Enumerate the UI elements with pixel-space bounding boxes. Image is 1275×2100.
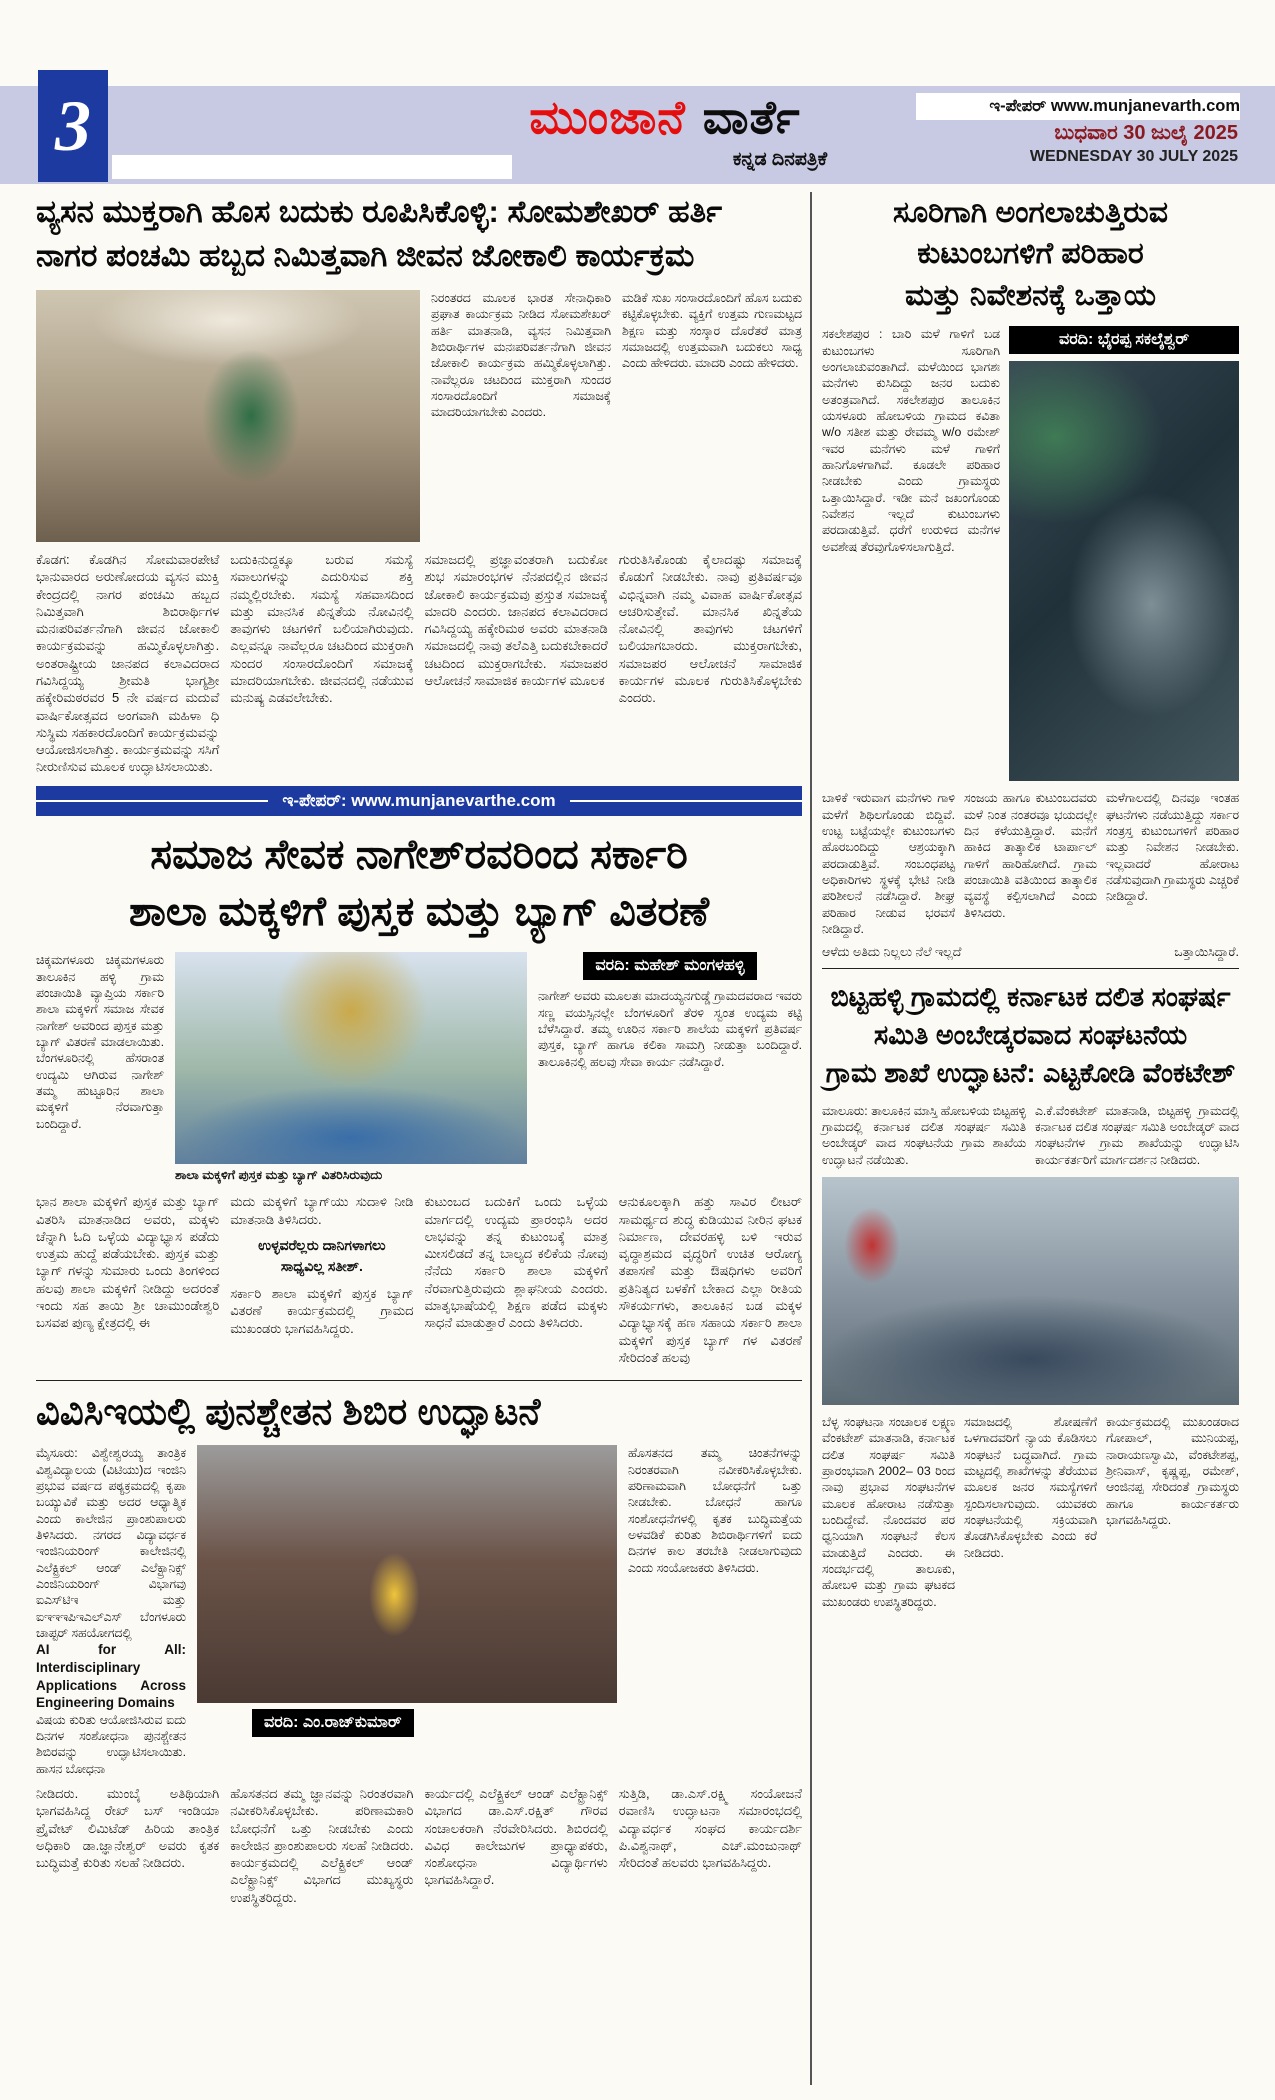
right-article1-photo-block: [1009, 326, 1239, 781]
article1-side-col2: ಮಡಿಕೆ ಸುಖ ಸಂಸಾರದೊಂದಿಗೆ ಹೊಸ ಬದುಕು ಕಟ್ಟಿಕೊಳ್ಳಬೇಕು. ವ್ಯಕ್ತಿಗೆ ಉತ್ತಮ ಗುಣಮಟ್ಟದ ಶಿಕ್ಷಣ ಮತ್ತು ಸಂಸ್ಕಾರ ದೊರೆತರೆ ಮಾತ್ರ ಸಮಾಜದಲ್ಲಿ ಉತ್ತಮವಾಗಿ ಬದುಕಲು ಸಾಧ್ಯ ಎಂದು ಹೇಳಿದರು. ಮಾದರಿ ಎಂದು ಹೇಳಿದರು.: [622, 291, 802, 371]
right-article2: [822, 968, 1239, 1610]
right-article1-tail-left: ಆಳೆದು ಅತಿದು ನಿಲ್ಲಲು ನೆಲೆ ಇಲ್ಲದೆ: [822, 945, 962, 960]
article3-body-col2: ಹೊಸತನದ ತಮ್ಮ ಜ್ಞಾನವನ್ನು ನಿರಂತರವಾಗಿ ನವೀಕರಿಸಿಕೊಳ್ಳಬೇಕು. ಪರಿಣಾಮಕಾರಿ ಬೋಧನೆಗೆ ಒತ್ತು ನೀಡಬೇಕು ಎಂದು ಕಾಲೇಜಿನ ಪ್ರಾಂಶುಪಾಲರು ಸಲಹೆ ನೀಡಿದರು. ಕಾರ್ಯಕ್ರಮದಲ್ಲಿ ಎಲೆಕ್ಟ್ರಿಕಲ್ ಆಂಡ್ ಎಲೆಕ್ಟ್ರಾನಿಕ್ಸ್ ವಿಭಾಗದ ಮುಖ್ಯಸ್ಥರು ಉಪಸ್ಥಿತರಿದ್ದರು.: [230, 1786, 414, 1905]
right-article2-body-col3: ಕಾರ್ಯಕ್ರಮದಲ್ಲಿ ಮುಖಂಡರಾದ ಗೋಪಾಲ್, ಮುನಿಯಪ್ಪ, ನಾರಾಯಣಸ್ವಾಮಿ, ವೆಂಕಟೇಶಪ್ಪ, ಶ್ರೀನಿವಾಸ್, ಕೃಷ್ಣಪ್ಪ, ರಮೇಶ್, ಆಂಜಿನಪ್ಪ ಸೇರಿದಂತೆ ಗ್ರಾಮಸ್ಥರು ಹಾಗೂ ಕಾರ್ಯಕರ್ತರು ಭಾಗವಹಿಸಿದ್ದರು.: [1106, 1415, 1239, 1528]
article1-body-col3: ಸಮಾಜದಲ್ಲಿ ಪ್ರಜ್ಞಾವಂತರಾಗಿ ಬದುಕೋ ಶುಭ ಸಮಾರಂಭಗಳ ನೆನಪದಲ್ಲಿನ ಜೀವನ ಜೋಕಾಲಿ ಕಾರ್ಯಕ್ರಮವು ಪ್ರಸ್ತುತ ಸಮಾಜಕ್ಕೆ ಮಾದರಿ ಎಂದರು. ಜಾನಪದ ಕಲಾವಿದರಾದ ಗವಿಸಿದ್ದಯ್ಯ ಹಕ್ಕೇರಿಮಠ ಅವರು ಮಾತನಾಡಿ ಸಮಾಜದಲ್ಲಿ ನಾವು ತಲೆಎತ್ತಿ ಬದುಕಬೇಕಾದರೆ ಚಟದಿಂದ ಮುಕ್ತರಾಗಬೇಕು. ಸಮಾಜಪರ ಆಲೋಚನೆ ಸಾಮಾಜಿಕ ಕಾರ್ಯಗಳ ಮೂಲಕ: [424, 552, 608, 688]
right-article1-headline-line2: ಕುಟುಂಬಗಳಿಗೆ ಪರಿಹಾರ: [917, 237, 1144, 271]
article3-body: [36, 1785, 802, 1906]
article1-body-col2: ಬದುಕಿನುದ್ದಕ್ಕೂ ಬರುವ ಸಮಸ್ಯೆ ಸವಾಲುಗಳನ್ನು ಎದುರಿಸುವ ಶಕ್ತಿ ನಮ್ಮಲ್ಲಿರಬೇಕು. ಸಮಸ್ಯೆ ಸಹವಾಸದಿಂದ ಮತ್ತು ಮಾನಸಿಕ ಖಿನ್ನತೆಯ ನೋವಿನಲ್ಲಿ ತಾವುಗಳು ಚಟಗಳಿಗೆ ಬಲಿಯಾಗಿರುವುದು. ಎಲ್ಲವನ್ನೂ ನಾವೆಲ್ಲರೂ ಚಟದಿಂದ ಮುಕ್ತರಾಗಿ ಸುಂದರ ಸಂಸಾರದೊಂದಿಗೆ ಸಮಾಜಕ್ಕೆ ಮಾದರಿಯಾಗಬೇಕು. ಜೀವನದಲ್ಲಿ ನಡೆಯುವ ಮನುಷ್ಯ ಎಡವಲೇಬೇಕು.: [230, 552, 414, 706]
article2-left-col: ಚಿಕ್ಕಮಗಳೂರು ಚಿಕ್ಕಮಗಳೂರು ತಾಲೂಕಿನ ಹಳ್ಳಿ ಗ್ರಾಮ ಪಂಚಾಯಿತಿ ವ್ಯಾಪ್ತಿಯ ಸರ್ಕಾರಿ ಶಾಲಾ ಮಕ್ಕಳಿಗೆ ಸಮಾಜ ಸೇವಕ ನಾಗೇಶ್ ಅವರಿಂದ ಪುಸ್ತಕ ಮತ್ತು ಬ್ಯಾಗ್ ವಿತರಣೆ ಮಾಡಲಾಯಿತು. ಬೆಂಗಳೂರಿನಲ್ಲಿ ಹೆಸರಾಂತ ಉದ್ಯಮಿ ಆಗಿರುವ ನಾಗೇಶ್ ತಮ್ಮ ಹುಟ್ಟೂರಿನ ಶಾಲಾ ಮಕ್ಕಳಿಗೆ ನೆರವಾಗುತ್ತಾ ಬಂದಿದ್ದಾರೆ.: [36, 953, 164, 1131]
article2-byline: ವರದಿ: ಮಹೇಶ್ ಮಂಗಳಹಳ್ಳಿ: [583, 952, 756, 980]
article1-body-col4: ಗುರುತಿಸಿಕೊಂಡು ಕೈಲಾದಷ್ಟು ಸಮಾಜಕ್ಕೆ ಕೊಡುಗೆ ನೀಡಬೇಕು. ನಾವು ಪ್ರತಿವರ್ಷವೂ ವಿಭಿನ್ನವಾಗಿ ನಮ್ಮ ವಿವಾಹ ವಾರ್ಷಿಕೋತ್ಸವ ಆಚರಿಸುತ್ತೇವೆ. ಮಾನಸಿಕ ಖಿನ್ನತೆಯ ನೋವಿನಲ್ಲಿ ತಾವುಗಳು ಚಟಗಳಿಗೆ ಬಲಿಯಾಗಬಾರದು. ಮುಕ್ತರಾಗಬೇಕು, ಸಮಾಜಪರ ಆಲೋಚನೆ ಸಾಮಾಜಿಕ ಕಾರ್ಯಗಳ ಮೂಲಕ ಗುರುತಿಸಿಕೊಳ್ಳಬೇಕು ಎಂದರು.: [618, 552, 802, 706]
masthead-stripe-left: [112, 155, 512, 179]
article2-right-block: [538, 952, 802, 1183]
epaper-url: [916, 93, 1240, 120]
right-article2-intro: [822, 1103, 1239, 1168]
article1: [36, 190, 802, 776]
article3-left-part2: ವಿಷಯ ಕುರಿತು ಆಯೋಜಿಸಿರುವ ಐದು ದಿನಗಳ ಸಂಶೋಧನಾ ಪುನಶ್ಚೇತನ ಶಿಬಿರವನ್ನು ಉದ್ಘಾಟಿಸಲಾಯಿತು. ಹಾಸನ ಬೋಧನಾ: [36, 1712, 186, 1776]
column-divider: [810, 192, 812, 2085]
right-article1-headline-line3: ಮತ್ತು ನಿವೇಶನಕ್ಕೆ ಒತ್ತಾಯ: [905, 278, 1156, 312]
article2-body-col2-post: ಸರ್ಕಾರಿ ಶಾಲಾ ಮಕ್ಕಳಿಗೆ ಪುಸ್ತಕ ಬ್ಯಾಗ್ ವಿತರಣೆ ಕಾರ್ಯಕ್ರಮದಲ್ಲಿ ಗ್ರಾಮದ ಮುಖಂಡರು ಭಾಗವಹಿಸಿದ್ದರು.: [230, 1286, 414, 1336]
right-article2-body-col1: ಬೆಳ್ಳ ಸಂಘಟನಾ ಸಂಚಾಲಕ ಲಕ್ಷ್ಮಣ ವೆಂಕಟೇಶ್ ಮಾತನಾಡಿ, ಕರ್ನಾಟಕ ದಲಿತ ಸಂಘರ್ಷ ಸಮಿತಿ ಪ್ರಾರಂಭವಾಗಿ 2002– 03 ರಿಂದ ನಾವು ಪ್ರಭಾವ ಸಂಘಟನೆಗಳ ಮೂಲಕ ಹೋರಾಟ ನಡೆಸುತ್ತಾ ಬಂದಿದ್ದೇವೆ. ನೊಂದವರ ಪರ ಧ್ವನಿಯಾಗಿ ಸಂಘಟನೆ ಕೆಲಸ ಮಾಡುತ್ತಿದೆ ಎಂದರು. ಈ ಸಂದರ್ಭದಲ್ಲಿ ತಾಲೂಕು, ಹೋಬಳಿ ಮತ್ತು ಗ್ರಾಮ ಘಟಕದ ಮುಖಂಡರು ಉಪಸ್ಥಿತರಿದ್ದರು.: [822, 1415, 955, 1609]
article2: [36, 828, 802, 1366]
article1-body-col1: ಕೊಡಗ: ಕೊಡಗಿನ ಸೋಮವಾರಪೇಟೆ ಭಾನುವಾರದ ಅರುಣೋದಯ ವ್ಯಸನ ಮುಕ್ತಿ ಕೇಂದ್ರದಲ್ಲಿ ನಾಗರ ಪಂಚಮಿ ಹಬ್ಬದ ನಿಮಿತ್ತವಾಗಿ ಶಿಬಿರಾರ್ಥಿಗಳ ಮನಃಪರಿವರ್ತನೆಗಾಗಿ ಜೀವನ ಜೋಕಾಲಿ ಕಾರ್ಯಕ್ರಮವನ್ನು ಹಮ್ಮಿಕೊಳ್ಳಲಾಗಿತ್ತು. ಅಂತರಾಷ್ಟ್ರೀಯ ಜಾನಪದ ಕಲಾವಿದರಾದ ಗವಿಸಿದ್ದಯ್ಯ ಶ್ರೀಮತಿ ಭಾಗ್ಯಶ್ರೀ ಹಕ್ಕೇರಿಮಠರವರ 5 ನೇ ವರ್ಷದ ಮದುವೆ ವಾರ್ಷಿಕೋತ್ಸವದ ಅಂಗವಾಗಿ ಮಹಿಳಾ ಧಿ ಸುಸ್ಥಿಮ ಸಹಕಾರದೊಂದಿಗೆ ಕಾರ್ಯಕ್ರಮವನ್ನು ಆಯೋಜಿಸಲಾಗಿತ್ತು. ಕಾರ್ಯಕ್ರಮವನ್ನು ಸಸಿಗೆ ನೀರುಣಿಸುವ ಮೂಲಕ ಉದ್ಘಾಟಿಸಲಾಯಿತು.: [36, 552, 220, 775]
article1-headline-line2: ನಾಗರ ಪಂಚಮಿ ಹಬ್ಬದ ನಿಮಿತ್ತವಾಗಿ ಜೀವನ ಜೋಕಾಲಿ ಕಾರ್ಯಕ್ರಮ: [36, 238, 695, 274]
right-article2-body: [822, 1414, 1239, 1610]
masthead-title-black: ವಾರ್ತೆ: [702, 90, 801, 144]
right-article2-headline-line1: ಬಿಟ್ಟಹಳ್ಳಿ ಗ್ರಾಮದಲ್ಲಿ ಕರ್ನಾಟಕ ದಲಿತ ಸಂಘರ್ಷ: [830, 982, 1231, 1013]
masthead-title-red: ಮುಂಜಾನೆ: [529, 90, 686, 144]
article3-photo: [197, 1445, 617, 1703]
right-article2-intro-right: ಎ.ಕೆ.ವೆಂಕಟೇಶ್ ಮಾತನಾಡಿ, ಬಿಟ್ಟಹಳ್ಳಿ ಗ್ರಾಮದಲ್ಲಿ ಕರ್ನಾಟಕ ದಲಿತ ಸಂಘರ್ಷ ಸಮಿತಿ ಅಂಬೇಡ್ಕರ್ ವಾದ ಸಂಘಟನೆಗಳ ಗ್ರಾಮ ಶಾಖೆಯನ್ನು ಉದ್ಘಾಟಿಸಿ ಕಾರ್ಯಕರ್ತರಿಗೆ ಮಾರ್ಗದರ್ಶನ ನೀಡಿದರು.: [1035, 1103, 1239, 1167]
article3-top-row: [36, 1445, 802, 1777]
right-article1-tail: [822, 945, 1239, 960]
article1-headline-line1: ವ್ಯಸನ ಮುಕ್ತರಾಗಿ ಹೊಸ ಬದುಕು ರೂಪಿಸಿಕೊಳ್ಳಿ: ಸೋಮಶೇಖರ್ ಹರ್ತಿ: [36, 194, 723, 229]
page-number: [38, 70, 108, 182]
right-article1-byline: ವರದಿ: ಭೈರಪ್ಪ ಸಕಲೈಶ್ವರ್: [1009, 326, 1239, 354]
article3-headline: ವಿವಿಸಿಇಯಲ್ಲಿ ಪುನಶ್ಚೇತನ ಶಿಬಿರ ಉದ್ಘಾಟನೆ: [36, 1391, 541, 1433]
article3-left-english: AI for All: Interdisciplinary Applications Across Engineering Domains: [36, 1642, 186, 1711]
article1-body: [36, 551, 802, 776]
masthead-title: [440, 90, 890, 146]
article1-side-col1: ನಿರಂತರದ ಮೂಲಕ ಭಾರತ ಸೇನಾಧಿಕಾರಿ ಪ್ರಘಾತ ಕಾರ್ಯಕ್ರಮ ನೀಡಿದ ಸೋಮಶೇಖರ್ ಹರ್ತಿ ಮಾತನಾಡಿ, ವ್ಯಸನ ನಿಮಿತ್ತವಾಗಿ ಶಿಬಿರಾರ್ಥಿಗಳ ಮನಃಪರಿವರ್ತನೆಗಾಗಿ ಜೀವನ ಜೋಕಾಲಿ ಕಾರ್ಯಕ್ರಮ ಹಮ್ಮಿಕೊಳ್ಳಲಾಗಿತ್ತು. ನಾವೆಲ್ಲರೂ ಚಟದಿಂದ ಮುಕ್ತರಾಗಿ ಸುಂದರ ಸಂಸಾರದೊಂದಿಗೆ ಸಮಾಜಕ್ಕೆ ಮಾದರಿಯಾಗಬೇಕು ಎಂದರು.: [431, 291, 611, 420]
right-article2-headline-line3: ಗ್ರಾಮ ಶಾಖೆ ಉದ್ಘಾಟನೆ: ಎಟ್ಟಕೋಡಿ ವೆಂಕಟೇಶ್: [825, 1057, 1236, 1088]
right-article1-body-col2: ಸಂಜಯ ಹಾಗೂ ಕುಟುಂಬದವರು ಮಳೆ ನಿಂತ ನಂತರವೂ ಭಯದಲ್ಲೇ ದಿನ ಕಳೆಯುತ್ತಿದ್ದಾರೆ. ಮನೆಗೆ ಹಾಕಿದ ತಾತ್ಕಾಲಿಕ ಟಾರ್ಪಾಲ್ ಗಾಳಿಗೆ ಹಾರಿಹೋಗಿದೆ. ಗ್ರಾಮ ಪಂಚಾಯಿತಿ ವತಿಯಿಂದ ತಾತ್ಕಾಲಿಕ ವ್ಯವಸ್ಥೆ ಕಲ್ಪಿಸಲಾಗಿದೆ ಎಂದು ತಿಳಿಸಿದರು.: [964, 791, 1097, 920]
article3-photo-block: [197, 1445, 617, 1777]
article2-body-col1: ಭಾನ ಶಾಲಾ ಮಕ್ಕಳಿಗೆ ಪುಸ್ತಕ ಮತ್ತು ಬ್ಯಾಗ್ ವಿತರಿಸಿ ಮಾತನಾಡಿದ ಅವರು, ಮಕ್ಕಳು ಚೆನ್ನಾಗಿ ಓದಿ ಒಳ್ಳೆಯ ವಿದ್ಯಾಭ್ಯಾಸ ಪಡೆದು ಉತ್ತಮ ಹುದ್ದೆ ಪಡೆಯಬೇಕು. ಪುಸ್ತಕ ಮತ್ತು ಬ್ಯಾಗ್ ಗಳನ್ನು ಸುಮಾರು ಒಂದು ತಿಂಗಳಿಂದ ಹಲವು ಶಾಲಾ ಮಕ್ಕಳಿಗೆ ನೀಡಿದ್ದು ಅದರಂತೆ ಇಂದು ಸಹ ತಾಯಿ ಶ್ರೀ ಚಾಮುಂಡೇಶ್ವರಿ ಬಸವಪ ಪುಣ್ಯ ಕ್ಷೇತ್ರದಲ್ಲಿ ಈ: [36, 1194, 220, 1331]
article2-byline-wrap: [538, 952, 802, 980]
page-number-text: 3: [55, 85, 91, 166]
strip-line-left: [36, 800, 268, 802]
article1-photo: [36, 290, 420, 542]
right-article1-body-col3: ಮಳೆಗಾಲದಲ್ಲಿ ದಿನವೂ ಇಂತಹ ಘಟನೆಗಳು ನಡೆಯುತ್ತಿದ್ದು ಸರ್ಕಾರ ಸಂತ್ರಸ್ತ ಕುಟುಂಬಗಳಿಗೆ ಪರಿಹಾರ ಮತ್ತು ನಿವೇಶನ ನೀಡಬೇಕು. ಇಲ್ಲವಾದರೆ ಹೋರಾಟ ನಡೆಸುವುದಾಗಿ ಗ್ರಾಮಸ್ಥರು ಎಚ್ಚರಿಕೆ ನೀಡಿದ್ದಾರೆ.: [1106, 791, 1239, 904]
epaper-strip: [36, 786, 802, 816]
article3-left-part1: ಮೈಸೂರು: ವಿಶ್ವೇಶ್ವರಯ್ಯ ತಾಂತ್ರಿಕ ವಿಶ್ವವಿದ್ಯಾಲಯ (ವಿಟಿಯು)ದ ಇಂಜಿನಿ ಪ್ರಭುವ ವರ್ಷದ ಪಠ್ಯಕ್ರಮದಲ್ಲಿ ಕೃಪಾ ಬಯ್ಯುವಿಕೆ ಮತ್ತು ಅದರ ಆಧ್ಯಾತ್ಮಿಕ ಎಂದು ಕಾಲೇಜಿನ ಪ್ರಾಂಶುಪಾಲರು ತಿಳಿಸಿದರು. ನಗರದ ವಿದ್ಯಾವರ್ಧಕ ಇಂಜಿನಿಯರಿಂಗ್ ಕಾಲೇಜಿನಲ್ಲಿ ಎಲೆಕ್ಟ್ರಿಕಲ್ ಆಂಡ್ ಎಲೆಕ್ಟ್ರಾನಿಕ್ಸ್ ಎಂಜಿನಿಯರಿಂಗ್ ವಿಭಾಗವು ಐಎಸ್‌ಟಿಇ ಮತ್ತು ಐಇಇಇಪಿಇಎಲ್‌ಎಸ್ ಬೆಂಗಳೂರು ಚಾಪ್ಟರ್ ಸಹಯೋಗದಲ್ಲಿ: [36, 1446, 186, 1641]
article2-quote-line1: ಉಳ್ಳವರೆಲ್ಲರು ದಾನಿಗಳಾಗಲು: [258, 1236, 386, 1253]
date-kannada: ಬುಧವಾರ 30 ಜುಲೈ 2025: [1054, 122, 1238, 144]
article3-byline: ವರದಿ: ಎಂ.ರಾಜ್‌ಕುಮಾರ್: [252, 1709, 414, 1737]
article2-body-col2: [230, 1193, 413, 1366]
right-article1-tail-right: ಒತ್ತಾಯಿಸಿದ್ದಾರೆ.: [1174, 945, 1239, 960]
left-section: [36, 190, 802, 1906]
right-article2-intro-left: ಮಾಲೂರು: ತಾಲೂಕಿನ ಮಾಸ್ತಿ ಹೋಬಳಿಯ ಬಿಟ್ಟಹಳ್ಳಿ ಗ್ರಾಮದಲ್ಲಿ ಕರ್ನಾಟಕ ದಲಿತ ಸಂಘರ್ಷ ಸಮಿತಿ ಅಂಬೇಡ್ಕರ್ ವಾದ ಸಂಘಟನೆಯ ಗ್ರಾಮ ಶಾಖೆಯ ಉದ್ಘಾಟನೆ ನಡೆಯಿತು.: [822, 1103, 1026, 1167]
article3-body-col3: ಕಾರ್ಯದಲ್ಲಿ ಎಲೆಕ್ಟ್ರಿಕಲ್ ಆಂಡ್ ಎಲೆಕ್ಟ್ರಾನಿಕ್ಸ್ ವಿಭಾಗದ ಡಾ.ಎಸ್.ರಕ್ಷಿತ್ ಗೌರವ ಸಂಚಾಲಕರಾಗಿ ನೆರವೇರಿಸಿದರು. ಶಿಬಿರದಲ್ಲಿ ವಿವಿಧ ಕಾಲೇಜುಗಳ ಪ್ರಾಧ್ಯಾಪಕರು, ಸಂಶೋಧನಾ ವಿದ್ಯಾರ್ಥಿಗಳು ಭಾಗವಹಿಸಿದ್ದಾರೆ.: [424, 1786, 608, 1888]
article2-photo-caption: ಶಾಲಾ ಮಕ್ಕಳಿಗೆ ಪುಸ್ತಕ ಮತ್ತು ಬ್ಯಾಗ್ ವಿತರಿಸಿರುವುದು: [175, 1168, 383, 1183]
article2-headline-line2: ಶಾಲಾ ಮಕ್ಕಳಿಗೆ ಪುಸ್ತಕ ಮತ್ತು ಬ್ಯಾಗ್ ವಿತರಣೆ: [128, 887, 710, 934]
right-article2-photo: [822, 1177, 1239, 1405]
article2-right-col: ನಾಗೇಶ್ ಅವರು ಮೂಲತಃ ಮಾದಯ್ಯನಗುಡ್ಡೆ ಗ್ರಾಮದವರಾದ ಇವರು ಸಣ್ಣ ವಯಸ್ಸಿನಲ್ಲೇ ಬೆಂಗಳೂರಿಗೆ ತೆರಳಿ ಸ್ವಂತ ಉದ್ಯಮ ಕಟ್ಟಿ ಬೆಳೆಸಿದ್ದಾರೆ. ತಮ್ಮ ಊರಿನ ಸರ್ಕಾರಿ ಶಾಲೆಯ ಮಕ್ಕಳಿಗೆ ಪ್ರತಿವರ್ಷ ಪುಸ್ತಕ, ಬ್ಯಾಗ್ ಹಾಗೂ ಕಲಿಕಾ ಸಾಮಗ್ರಿ ನೀಡುತ್ತಾ ಬಂದಿದ್ದಾರೆ. ತಾಲೂಕಿನಲ್ಲಿ ಹಲವು ಸೇವಾ ಕಾರ್ಯ ನಡೆಸಿದ್ದಾರೆ.: [538, 989, 802, 1069]
article1-top-row: [36, 290, 802, 542]
right-article1-lead-col: ಸಕಲೇಶಪುರ : ಬಾರಿ ಮಳೆ ಗಾಳಿಗೆ ಬಡ ಕುಟುಂಬಗಳು ಸೂರಿಗಾಗಿ ಅಂಗಲಾಚುವಂತಾಗಿದೆ. ಮಳೆಯಿಂದ ಭಾಗಶಃ ಮನೆಗಳು ಕುಸಿದಿದ್ದು ಜನರ ಬದುಕು ಅತಂತ್ರವಾಗಿದೆ. ಸಕಲೇಶಪುರ ತಾಲೂಕಿನ ಯಸಳೂರು ಹೋಬಳಿಯ ಗ್ರಾಮದ ಕವಿತಾ w/o ಸತೀಶ ಮತ್ತು ರೇವಮ್ಮ w/o ರಮೇಶ್ ಇವರ ಮನೆಗಳು ಮಳೆ ಗಾಳಿಗೆ ಹಾನಿಗೊಳಗಾಗಿವೆ. ಕೂಡಲೇ ಪರಿಹಾರ ನೀಡಬೇಕು ಎಂದು ಗ್ರಾಮಸ್ಥರು ಒತ್ತಾಯಿಸಿದ್ದಾರೆ. ಇಡೀ ಮನೆ ಜಖಂಗೊಂಡು ನಿವೇಶನ ಇಲ್ಲದೆ ಕುಟುಂಬಗಳು ಪರದಾಡುತ್ತಿವೆ. ಧರೆಗೆ ಉರುಳಿದ ಮನೆಗಳ ಅವಶೇಷ ತೆರವುಗೊಳಿಸಲಾಗುತ್ತಿದೆ.: [822, 327, 1000, 554]
article2-body: [36, 1193, 802, 1366]
right-article2-body-col2: ಸಮಾಜದಲ್ಲಿ ಶೋಷಣೆಗೆ ಒಳಗಾದವರಿಗೆ ನ್ಯಾಯ ಕೊಡಿಸಲು ಸಂಘಟನೆ ಬದ್ಧವಾಗಿದೆ. ಗ್ರಾಮ ಮಟ್ಟದಲ್ಲಿ ಶಾಖೆಗಳನ್ನು ತೆರೆಯುವ ಮೂಲಕ ಜನರ ಸಮಸ್ಯೆಗಳಿಗೆ ಸ್ಪಂದಿಸಲಾಗುವುದು. ಯುವಕರು ಸಂಘಟನೆಯಲ್ಲಿ ಸಕ್ರಿಯವಾಗಿ ತೊಡಗಿಸಿಕೊಳ್ಳಬೇಕು ಎಂದು ಕರೆ ನೀಡಿದರು.: [964, 1415, 1097, 1560]
right-section: [822, 192, 1239, 1610]
article2-body-col3: ಕುಟುಂಬದ ಬದುಕಿಗೆ ಒಂದು ಒಳ್ಳೆಯ ಮಾರ್ಗದಲ್ಲಿ ಉದ್ಯಮ ಪ್ರಾರಂಭಿಸಿ ಅದರ ಲಾಭವನ್ನು ತನ್ನ ಕುಟುಂಬಕ್ಕೆ ಮಾತ್ರ ಮೀಸಲಿಡದೆ ತನ್ನ ಬಾಲ್ಯದ ಕಲಿಕೆಯ ನೋವು ನೆನೆದು ಸರ್ಕಾರಿ ಶಾಲಾ ಮಕ್ಕಳಿಗೆ ನೆರವಾಗುತ್ತಿರುವುದು ಶ್ಲಾಘನೀಯ ಎಂದರು. ಮಾತೃಭಾಷೆಯಲ್ಲಿ ಶಿಕ್ಷಣ ಪಡೆದ ಮಕ್ಕಳು ಸಾಧನೆ ಮಾಡುತ್ತಾರೆ ಎಂದು ತಿಳಿಸಿದರು.: [424, 1194, 608, 1331]
article2-body-col2-text: ಮದು ಮಕ್ಕಳಿಗೆ ಬ್ಯಾಗ್‌ಯು ಸುದಾಳಿ ನೀಡಿ ಮಾತನಾಡಿ ತಿಳಿಸಿದರು.: [230, 1194, 414, 1227]
article3-body-col1: ನೀಡಿದರು. ಮುಂಬೈ ಅತಿಥಿಯಾಗಿ ಭಾಗವಹಿಸಿದ್ದ ರೇಖ್ ಬಸ್ ಇಂಡಿಯಾ ಪ್ರೈವೇಟ್ ಲಿಮಿಟೆಡ್ ಹಿರಿಯ ತಾಂತ್ರಿಕ ಅಧಿಕಾರಿ ಡಾ.ಜ್ಞಾನೇಶ್ವರ್ ಅವರು ಕೃತಕ ಬುದ್ಧಿಮತ್ತೆ ಕುರಿತು ಸಲಹೆ ನೀಡಿದರು.: [36, 1786, 220, 1871]
right-article1: [822, 192, 1239, 960]
article2-top-row: [36, 952, 802, 1183]
article2-photo: [175, 952, 527, 1164]
article2-photo-block: [175, 952, 527, 1183]
right-article1-body: [822, 790, 1239, 937]
masthead-subtitle: ಕನ್ನಡ ದಿನಪತ್ರಿಕೆ: [732, 149, 828, 170]
right-article1-top-row: [822, 326, 1239, 781]
strip-line-right: [570, 800, 802, 802]
article3-left-col: [36, 1445, 186, 1777]
article3-body-col4: ಸುತ್ತಿಡಿ, ಡಾ.ಎಸ್.ರಕ್ಷ್ಮಿ ಸಂಯೋಜನೆ ರವಾಣಿಸಿ ಉದ್ಘಾಟನಾ ಸಮಾರಂಭದಲ್ಲಿ ವಿದ್ಯಾವರ್ಧಕ ಸಂಘದ ಕಾರ್ಯದರ್ಶಿ ಪಿ.ವಿಶ್ವನಾಥ್, ಎಚ್.ಮಂಜುನಾಥ್ ಸೇರಿದಂತೆ ಹಲವರು ಭಾಗವಹಿಸಿದ್ದರು.: [618, 1786, 802, 1871]
article3-right-col: ಹೊಸತನದ ತಮ್ಮ ಚಿಂತನೆಗಳನ್ನು ನಿರಂತರವಾಗಿ ನವೀಕರಿಸಿಕೊಳ್ಳಬೇಕು. ಪರಿಣಾಮವಾಗಿ ಬೋಧನೆಗೆ ಒತ್ತು ನೀಡಬೇಕು. ಬೋಧನೆ ಹಾಗೂ ಸಂಶೋಧನೆಗಳಲ್ಲಿ ಕೃತಕ ಬುದ್ಧಿಮತ್ತೆಯ ಅಳವಡಿಕೆ ಕುರಿತು ಶಿಬಿರಾರ್ಥಿಗಳಿಗೆ ಐದು ದಿನಗಳ ಕಾಲ ತರಬೇತಿ ನೀಡಲಾಗುವುದು ಎಂದು ಸಂಯೋಜಕರು ತಿಳಿಸಿದರು.: [628, 1446, 802, 1575]
right-article1-body-col1: ಬಾಳಿಕೆ ಇರುವಾಗ ಮನೆಗಳು ಗಾಳಿ ಮಳೆಗೆ ಶಿಥಿಲಗೊಂಡು ಬಿದ್ದಿವೆ. ಉಟ್ಟ ಬಟ್ಟೆಯಲ್ಲೇ ಕುಟುಂಬಗಳು ಹೊರಬಂದಿದ್ದು ಆಶ್ರಯಕ್ಕಾಗಿ ಪರದಾಡುತ್ತಿವೆ. ಸಂಬಂಧಪಟ್ಟ ಅಧಿಕಾರಿಗಳು ಸ್ಥಳಕ್ಕೆ ಭೇಟಿ ನೀಡಿ ಪರಿಶೀಲನೆ ನಡೆಸಿದ್ದಾರೆ. ಶೀಘ್ರ ಪರಿಹಾರ ನೀಡುವ ಭರವಸೆ ನೀಡಿದ್ದಾರೆ.: [822, 791, 955, 936]
article3-byline-wrap: [252, 1709, 617, 1737]
article2-body-col4: ಆನುಕೂಲಕ್ಕಾಗಿ ಹತ್ತು ಸಾವಿರ ಲೀಟರ್ ಸಾಮರ್ಥ್ಯದ ಶುದ್ಧ ಕುಡಿಯುವ ನೀರಿನ ಘಟಕ ನಿರ್ಮಾಣ, ದೇವರಹಳ್ಳಿ ಬಳಿ ಇರುವ ವೃದ್ಧಾಶ್ರಮದ ವೃದ್ಧರಿಗೆ ಉಚಿತ ಆರೋಗ್ಯ ತಪಾಸಣೆ ಮತ್ತು ಔಷಧಿಗಳು ಅವರಿಗೆ ಪ್ರತಿನಿತ್ಯದ ಬಳಕೆಗೆ ಬೇಕಾದ ಎಲ್ಲಾ ರೀತಿಯ ಸೌಕರ್ಯಗಳು, ತಾಲೂಕಿನ ಬಡ ಮಕ್ಕಳ ವಿದ್ಯಾಭ್ಯಾಸಕ್ಕೆ ಹಣ ಸಹಾಯ ಸರ್ಕಾರಿ ಶಾಲಾ ಮಕ್ಕಳಿಗೆ ಪುಸ್ತಕ ಬ್ಯಾಗ್ ಗಳ ವಿತರಣೆ ಸೇರಿದಂತೆ ಹಲವು: [618, 1194, 802, 1365]
article2-quote-line2: ಸಾಧ್ಯವಿಲ್ಲ ಸತೀಶ್.: [280, 1258, 363, 1275]
epaper-strip-text: ಇ-ಪೇಪರ್: www.munjanevarthe.com: [282, 790, 556, 810]
right-article2-headline-line2: ಸಮಿತಿ ಅಂಬೇಡ್ಕರವಾದ ಸಂಘಟನೆಯ: [873, 1020, 1188, 1051]
epaper-url-text: ಇ-ಪೇಪರ್ www.munjanevarth.com: [989, 97, 1240, 115]
date-english: WEDNESDAY 30 JULY 2025: [1029, 148, 1238, 165]
article3: [36, 1380, 802, 1906]
article2-headline-line1: ಸಮಾಜ ಸೇವಕ ನಾಗೇಶ್‌ರವರಿಂದ ಸರ್ಕಾರಿ: [150, 830, 688, 877]
right-article1-headline-line1: ಸೂರಿಗಾಗಿ ಅಂಗಲಾಚುತ್ತಿರುವ: [893, 196, 1168, 229]
right-article1-photo: [1009, 361, 1239, 781]
